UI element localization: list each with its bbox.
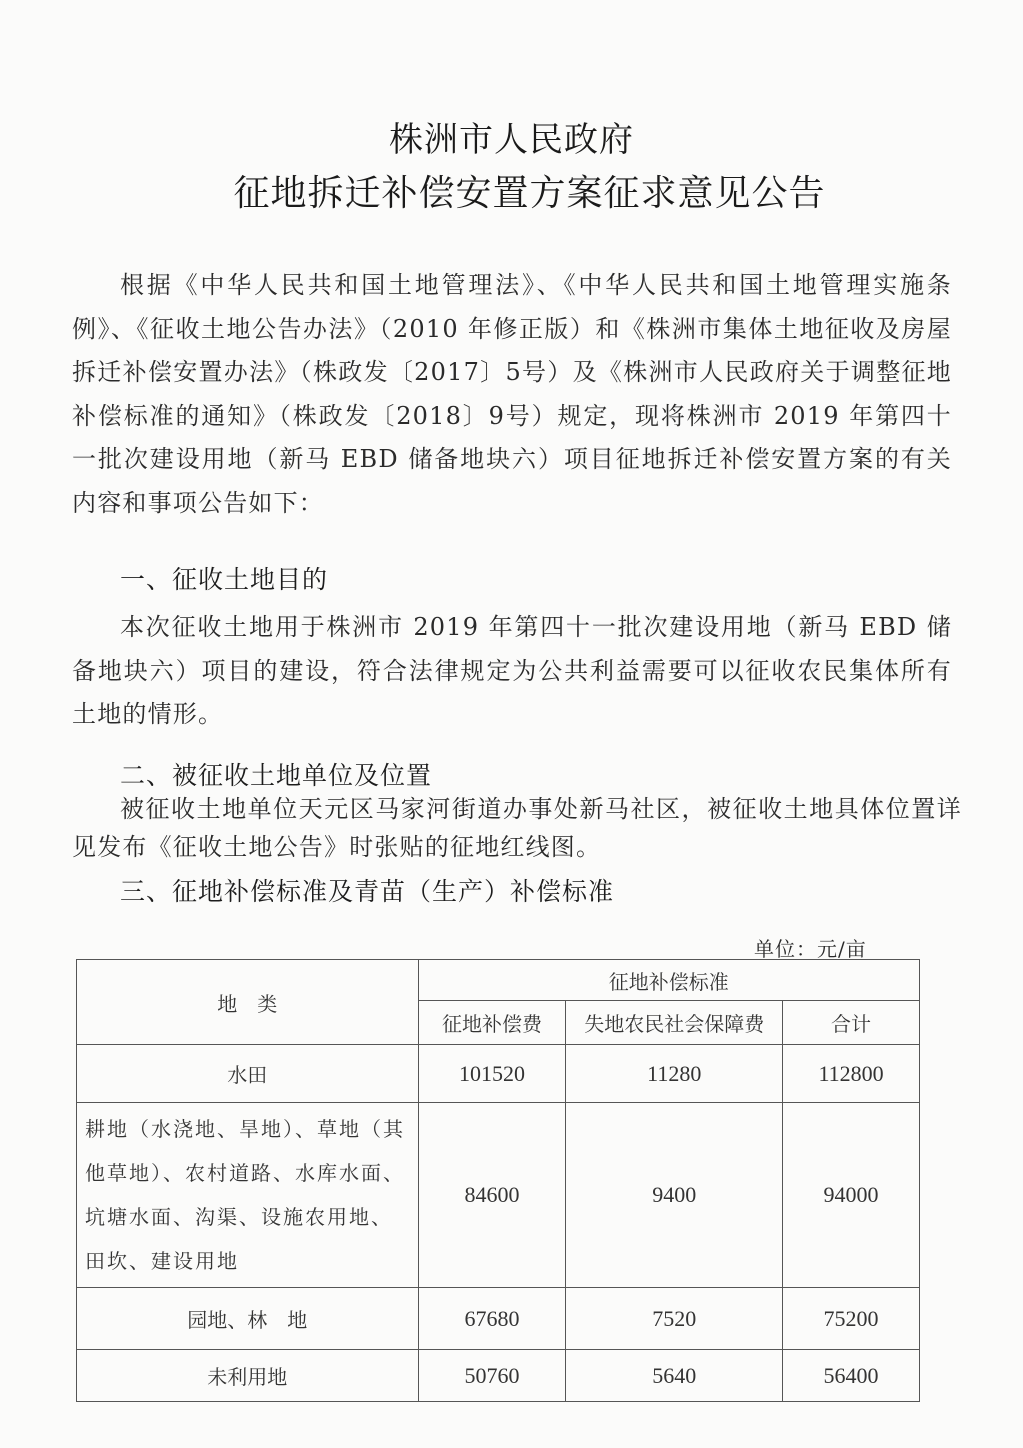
table-row (77, 1103, 920, 1288)
section-3-heading: 三、征地补偿标准及青苗（生产）补偿标准 (120, 877, 615, 906)
total-cell: 112800 (783, 1045, 920, 1103)
total-cell: 56400 (783, 1350, 920, 1402)
compensation-cell: 101520 (418, 1045, 566, 1103)
header-compensation-standard: 征地补偿标准 (418, 960, 919, 1001)
land-type-cell: 未利用地 (77, 1350, 419, 1402)
table-row (77, 1045, 920, 1103)
header-col-social-security: 失地农民社会保障费 (566, 1001, 783, 1045)
header-col-total: 合计 (783, 1001, 920, 1045)
total-cell: 94000 (783, 1103, 920, 1288)
table-unit: 单位：元/亩 (754, 937, 867, 961)
land-type-cell: 园地、林 地 (77, 1288, 419, 1350)
section-2-heading: 二、被征收土地单位及位置 (120, 761, 433, 790)
compensation-table (76, 959, 920, 1402)
land-type-cell: 水田 (77, 1045, 419, 1103)
document-title-line2: 征地拆迁补偿安置方案征求意见公告 (233, 173, 826, 214)
header-land-type: 地 类 (77, 960, 419, 1045)
social-security-cell: 7520 (566, 1288, 783, 1350)
section-1-heading: 一、征收土地目的 (120, 565, 329, 594)
compensation-cell: 50760 (418, 1350, 566, 1402)
compensation-cell: 67680 (418, 1288, 566, 1350)
section-1-body: 本次征收土地用于株洲市 2019 年第四十一批次建设用地（新马 EBD 储备地块六）项目的建设，符合法律规定为公共利益需要可以征收农民集体所有土地的情形。 (72, 613, 952, 728)
social-security-cell: 5640 (566, 1350, 783, 1402)
total-cell: 75200 (783, 1288, 920, 1350)
section-2-body: 被征收土地单位天元区马家河街道办事处新马社区，被征收土地具体位置详见发布《征收土地公告》时张贴的征地红线图。 (72, 795, 962, 861)
document-title-line1: 株洲市人民政府 (389, 120, 634, 160)
table-row (77, 1288, 920, 1350)
compensation-cell: 84600 (418, 1103, 566, 1288)
social-security-cell: 9400 (566, 1103, 783, 1288)
land-type-cell: 耕地（水浇地、旱地）、草地（其他草地）、农村道路、水库水面、坑塘水面、沟渠、设施农用地、田坎、建设用地 (77, 1103, 419, 1288)
table-row (77, 1350, 920, 1402)
header-col-compensation: 征地补偿费 (418, 1001, 566, 1045)
social-security-cell: 11280 (566, 1045, 783, 1103)
intro-paragraph: 根据《中华人民共和国土地管理法》、《中华人民共和国土地管理实施条例》、《征收土地公告办法》（2010 年修正版）和《株洲市集体土地征收及房屋拆迁补偿安置办法》（株政发〔2017〕5号）及《株洲市人民政府关于调整征地补偿标准的通知》（株政发〔2018〕9号）规定，现将株洲市 2019 年第四十一批次建设用地（新马 EBD 储备地块六）项目征地拆迁补偿安置方案的有关内容和事项公告如下： (72, 271, 952, 517)
